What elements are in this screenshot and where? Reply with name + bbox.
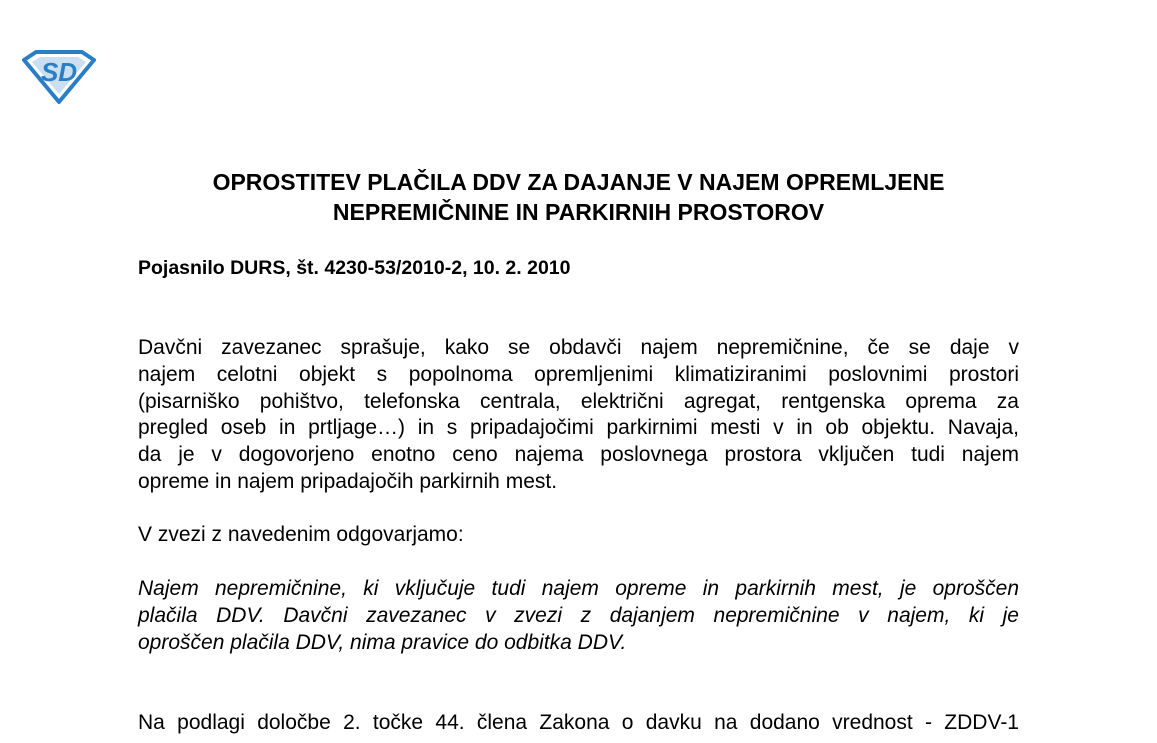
paragraph-line: V zvezi z navedenim odgovarjamo:	[138, 523, 464, 546]
answer-intro-paragraph	[138, 522, 1019, 549]
paragraph-line: oproščen plačila DDV, nima pravice do odbitka DDV.	[138, 630, 627, 654]
paragraph-line: plačila DDV. Davčni zavezanec v zvezi z dajanjem nepremičnine v najem, ki je	[138, 603, 1019, 627]
paragraph-line: opreme in najem pripadajočih parkirnih mest.	[138, 469, 558, 493]
question-paragraph	[138, 335, 1019, 496]
company-logo-icon	[22, 50, 96, 104]
document-title-line-2: NEPREMIČNINE IN PARKIRNIH PROSTOROV	[332, 199, 825, 225]
paragraph-line: najem celotni objekt s popolnoma opremljenimi klimatiziranimi poslovnimi prostori	[138, 362, 1019, 386]
legal-basis-paragraph	[138, 710, 1019, 737]
paragraph-line: Davčni zavezanec sprašuje, kako se obdavči najem nepremičnine, če se daje v	[138, 336, 1019, 359]
answer-paragraph	[138, 576, 1019, 656]
logo-lettering: SD	[40, 57, 78, 87]
paragraph-line: Na podlagi določbe 2. točke 44. člena Zakona o davku na dodano vrednost - ZDDV-1	[138, 711, 1019, 734]
paragraph-line: (pisarniško pohištvo, telefonska centrala, električni agregat, rentgenska oprema za	[138, 389, 1019, 413]
document-title-line-1: OPROSTITEV PLAČILA DDV ZA DAJANJE V NAJEM OPREMLJENE	[212, 169, 945, 195]
document-subtitle: Pojasnilo DURS, št. 4230-53/2010-2, 10. 2. 2010	[138, 257, 571, 279]
paragraph-line: pregled oseb in prtljage…) in s pripadajočimi parkirnimi mesti v in ob objektu. Navaja,	[138, 416, 1019, 440]
paragraph-line: Najem nepremičnine, ki vključuje tudi najem opreme in parkirnih mest, je oproščen	[138, 577, 1019, 600]
paragraph-line: da je v dogovorjeno enotno ceno najema poslovnega prostora vključen tudi najem	[138, 443, 1019, 467]
